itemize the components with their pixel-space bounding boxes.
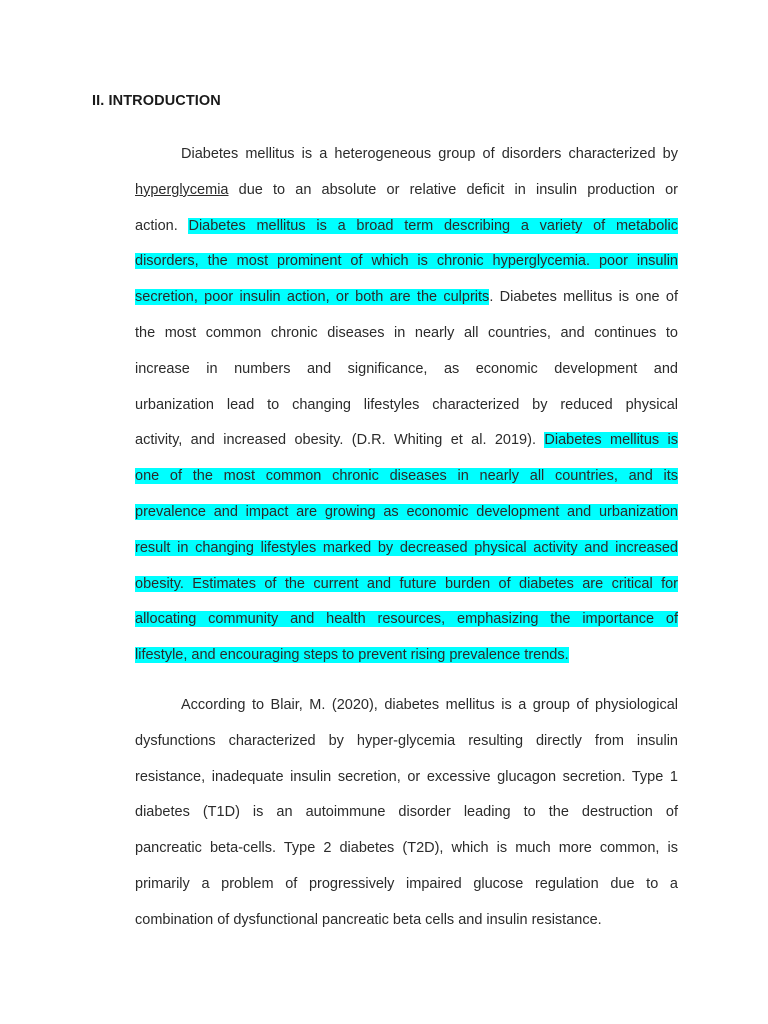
text-line xyxy=(135,767,678,787)
text-segment: action. xyxy=(135,217,189,234)
text-segment: urbanization lead to changing lifestyles characterized by reduced physical xyxy=(135,396,678,413)
text-line xyxy=(135,430,678,450)
text-segment: resistance, inadequate insulin secretion, or excessive glucagon secretion. Type 1 xyxy=(135,768,678,785)
text-line xyxy=(135,910,678,930)
text-line xyxy=(135,838,678,858)
text-line xyxy=(135,538,678,558)
text-line xyxy=(135,466,678,486)
text-line xyxy=(135,609,678,629)
section-heading: II. INTRODUCTION xyxy=(92,93,221,109)
text-line xyxy=(135,874,678,894)
highlighted-text: lifestyle, and encouraging steps to prevent rising prevalence trends. xyxy=(135,647,569,664)
text-segment: activity, and increased obesity. (D.R. Whiting et al. 2019). xyxy=(135,432,545,449)
text-line xyxy=(135,802,678,822)
text-segment: pancreatic beta-cells. Type 2 diabetes (T2D), which is much more common, is xyxy=(135,840,678,857)
highlighted-text: obesity. Estimates of the current and future burden of diabetes are critical for xyxy=(135,575,678,592)
text-segment: combination of dysfunctional pancreatic beta cells and insulin resistance. xyxy=(135,911,602,928)
text-line xyxy=(135,180,678,200)
highlighted-text: result in changing lifestyles marked by decreased physical activity and increased xyxy=(135,539,678,556)
text-line xyxy=(135,323,678,343)
text-line xyxy=(135,645,678,665)
highlighted-text: one of the most common chronic diseases in nearly all countries, and its xyxy=(135,468,678,485)
text-line xyxy=(135,731,678,751)
text-line xyxy=(135,251,678,271)
text-line xyxy=(135,359,678,379)
text-segment: primarily a problem of progressively impaired glucose regulation due to a xyxy=(135,876,678,892)
text-line xyxy=(135,395,678,415)
highlighted-text: Diabetes mellitus is xyxy=(544,432,678,449)
text-segment: due to an absolute or relative deficit in insulin production or xyxy=(228,181,678,198)
highlighted-text: Diabetes mellitus is a broad term describing a variety of metabolic xyxy=(188,217,678,234)
text-line xyxy=(135,216,678,236)
highlighted-text: prevalence and impact are growing as economic development and urbanization xyxy=(135,504,678,520)
text-segment: According to Blair, M. (2020), diabetes mellitus is a group of physiological xyxy=(181,697,678,713)
text-segment: the most common chronic diseases in nearly all countries, and continues to xyxy=(135,325,678,341)
highlighted-text: secretion, poor insulin action, or both are the culprits xyxy=(135,289,490,306)
text-segment: diabetes (T1D) is an autoimmune disorder leading to the destruction of xyxy=(135,804,678,821)
text-line xyxy=(181,144,678,164)
text-segment: Diabetes mellitus is a heterogeneous group of disorders characterized by xyxy=(181,146,678,162)
underlined-text: hyperglycemia xyxy=(135,181,229,198)
highlighted-text: disorders, the most prominent of which is chronic hyperglycemia. poor insulin xyxy=(135,253,678,270)
text-segment: . Diabetes mellitus is one of xyxy=(489,289,678,306)
text-line xyxy=(135,287,678,307)
text-segment: increase in numbers and significance, as economic development and xyxy=(135,360,678,377)
text-segment: dysfunctions characterized by hyper-glycemia resulting directly from insulin xyxy=(135,732,678,749)
highlighted-text: allocating community and health resources, emphasizing the importance of xyxy=(135,611,678,628)
text-line xyxy=(135,502,678,522)
text-line xyxy=(135,574,678,594)
text-line xyxy=(181,695,678,715)
